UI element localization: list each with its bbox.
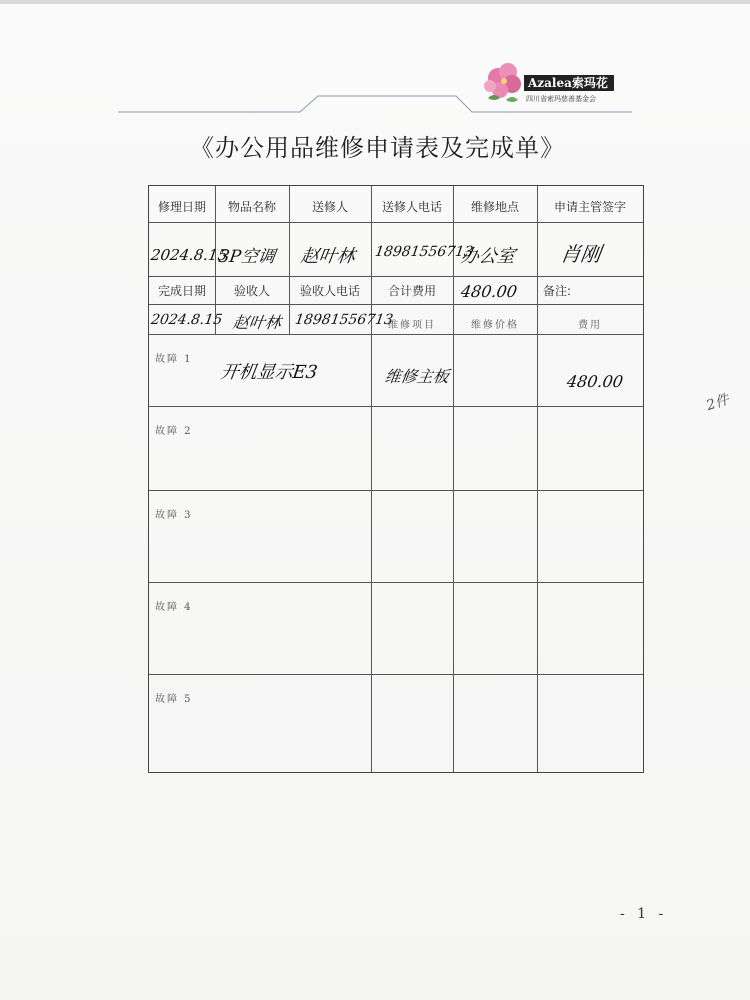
header-sender-phone: 送修人电话 bbox=[381, 200, 442, 214]
header-divider-line bbox=[0, 0, 750, 130]
label-inspector-phone: 验收人电话 bbox=[299, 284, 360, 298]
completion-inspector-phone: 18981556713 bbox=[293, 312, 395, 328]
total-cost-value: 480.00 bbox=[459, 282, 519, 301]
request-sender-phone: 18981556713 bbox=[373, 244, 475, 260]
logo-brand-bar bbox=[524, 75, 614, 91]
fault-3-label: 故障 3 bbox=[155, 510, 193, 521]
header-item-name: 物品名称 bbox=[227, 200, 276, 214]
foundation-logo bbox=[476, 58, 636, 108]
header-location: 维修地点 bbox=[470, 200, 519, 214]
header-sender: 送修人 bbox=[311, 200, 348, 214]
request-supervisor-signature: 肖刚 bbox=[559, 242, 603, 266]
logo-brand-cn: 索玛花 bbox=[571, 76, 608, 90]
fault-1-repair-item: 维修主板 bbox=[383, 367, 451, 386]
request-location: 办公室 bbox=[459, 246, 517, 267]
request-repair-date: 2024.8.15 bbox=[149, 246, 229, 264]
fault-1-fee: 480.00 bbox=[565, 372, 625, 391]
header-repair-date: 修理日期 bbox=[157, 200, 206, 214]
label-complete-date: 完成日期 bbox=[157, 284, 206, 298]
request-item-name: 3P空调 bbox=[217, 247, 277, 267]
page-number: - 1 - bbox=[620, 906, 668, 922]
fault-1-label: 故障 1 bbox=[155, 354, 193, 365]
label-total-cost: 合计费用 bbox=[387, 284, 436, 298]
fault-4-label: 故障 4 bbox=[155, 602, 193, 613]
label-inspector: 验收人 bbox=[233, 284, 270, 298]
header-supervisor-signature: 申请主管签字 bbox=[553, 200, 626, 214]
margin-note: 2件 bbox=[704, 391, 732, 415]
fault-2-label: 故障 2 bbox=[155, 426, 193, 437]
document-title: 《办公用品维修申请表及完成单》 bbox=[190, 134, 565, 162]
label-repair-price: 维修价格 bbox=[471, 320, 519, 331]
fault-5-label: 故障 5 bbox=[155, 694, 193, 705]
logo-subtitle: 四川省索玛慈善基金会 bbox=[526, 95, 596, 103]
logo-brand-en: Azalea bbox=[528, 76, 572, 90]
label-remark: 备注: bbox=[543, 284, 572, 298]
label-repair-item: 维修项目 bbox=[388, 320, 436, 331]
completion-inspector: 赵叶林 bbox=[231, 313, 283, 332]
label-fee: 费用 bbox=[578, 320, 602, 331]
completion-date: 2024.8.15 bbox=[149, 312, 224, 328]
request-sender: 赵叶林 bbox=[299, 246, 357, 267]
fault-1-description: 开机显示E3 bbox=[219, 362, 319, 383]
repair-form-table bbox=[148, 185, 644, 773]
